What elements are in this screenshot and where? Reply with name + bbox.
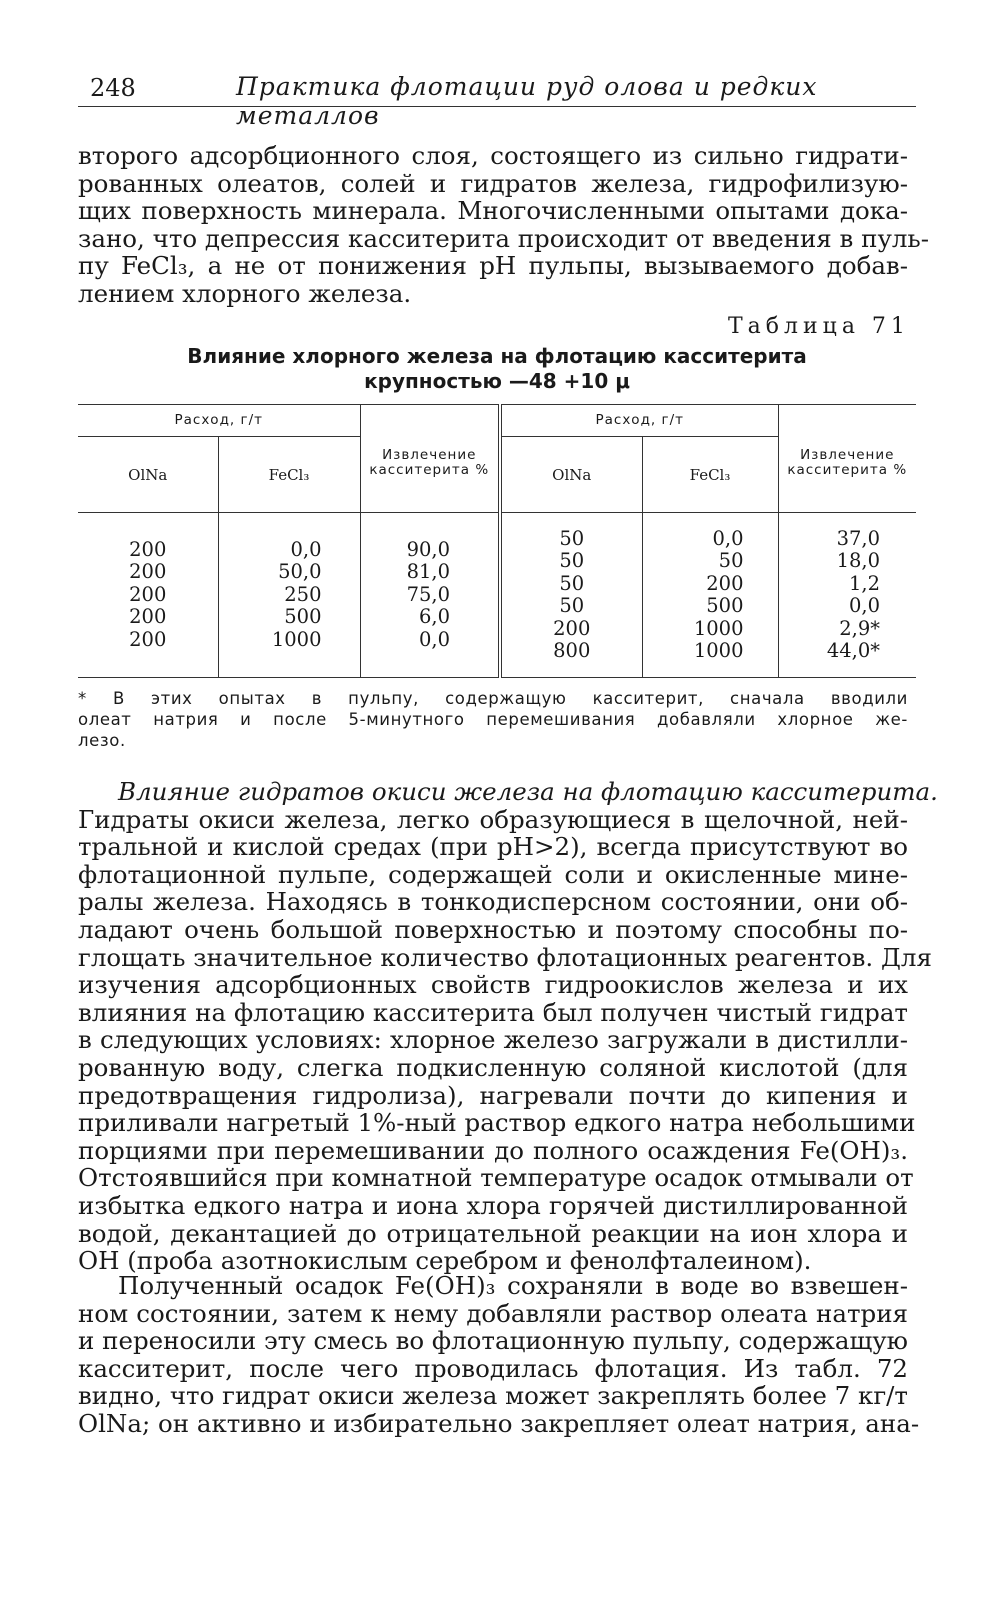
text-line: OH (проба азотнокислым серебром и фенолфталеином). <box>78 1246 812 1276</box>
header-fecl3-left: FeCl₃ <box>218 437 360 513</box>
column-extraction-right <box>778 513 916 678</box>
text-line: рованных олеатов, солей и гидратов железа, гидрофилизую- <box>78 168 908 198</box>
table-cell: 200 <box>129 627 167 651</box>
table-caption-line: Влияние хлорного железа на флотацию касситерита <box>187 344 807 368</box>
table-cell: 1000 <box>693 639 744 662</box>
paragraph-2 <box>78 777 938 1276</box>
table-cell: 200 <box>129 560 167 584</box>
paragraph-3 <box>78 1271 920 1438</box>
table-cell: 50 <box>559 594 585 617</box>
table-cell: 200 <box>129 582 167 606</box>
text-line: второго адсорбционного слоя, состоящего из сильно гидрати- <box>78 141 908 170</box>
text-line: пу FeCl₃, а не от понижения pH пульпы, вызываемого добав- <box>78 251 908 281</box>
text-line: щих поверхность минерала. Многочисленными опытами дока- <box>78 196 908 226</box>
header-consumption-left: Расход, г/т <box>78 405 360 437</box>
text-line: флотационной пульпе, содержащей соли и окисленные мине- <box>78 859 908 889</box>
text-line: приливали нагретый 1%-ный раствор едкого натра небольшими <box>78 1108 916 1138</box>
text-line: водой, декантацией до отрицательной реакции на ион хлора и <box>78 1218 908 1248</box>
text-line: OlNa; он активно и избирательно закрепляет олеат натрия, ана- <box>78 1408 920 1438</box>
running-title: Практика флотации руд олова и редких металлов <box>236 72 818 130</box>
table-cell: 800 <box>553 639 591 662</box>
table-cell: 0,0 <box>290 537 322 561</box>
text-line: влияния на флотацию касситерита был получен чистый гидрат <box>78 997 908 1027</box>
header-consumption-right: Расход, г/т <box>500 405 778 437</box>
table-cell: 6,0 <box>418 605 450 629</box>
column-fecl3-left <box>218 513 360 678</box>
table-cell: 500 <box>706 594 744 617</box>
text-line: рованную воду, слегка подкисленную соляной кислотой (для <box>78 1052 908 1082</box>
text-line: тральной и кислой средах (при pH>2), всегда присутствуют во <box>78 832 908 862</box>
table-cell: 81,0 <box>406 560 450 584</box>
table-cell: 500 <box>284 605 322 629</box>
table-cell: 0,0 <box>848 594 880 617</box>
table-caption <box>78 344 916 394</box>
section-title: Влияние гидратов окиси железа на флотацию касситерита. <box>118 777 938 806</box>
text-line: изучения адсорбционных свойств гидроокислов железа и их <box>78 970 908 1000</box>
text-line: предотвращения гидролиза), нагревали почти до кипения и <box>78 1080 908 1110</box>
header-extraction-left: Извлечение касситерита % <box>360 405 500 513</box>
column-fecl3-right <box>642 513 778 678</box>
text-line: глощать значительное количество флотационных реагентов. Для <box>78 942 932 972</box>
table-cell: 200 <box>129 605 167 629</box>
page-number: 248 <box>90 74 136 102</box>
header-olna-right: OlNa <box>500 437 642 513</box>
text-line: лением хлорного железа. <box>78 278 412 308</box>
text-line: Полученный осадок Fe(OH)₃ сохраняли в воде во взвешен- <box>118 1271 908 1300</box>
paragraph-1 <box>78 141 930 308</box>
header-olna-left: OlNa <box>78 437 218 513</box>
header-rule <box>78 106 916 107</box>
table-cell: 200 <box>553 616 591 640</box>
column-olna-left <box>78 513 218 678</box>
table-caption-line: крупностью —48 +10 μ <box>364 369 630 393</box>
header-fecl3-right: FeCl₃ <box>642 437 778 513</box>
text-line: и переносили эту смесь во флотационную пульпу, содержащую <box>78 1326 908 1356</box>
table-cell: 90,0 <box>406 537 450 561</box>
table-cell: 200 <box>129 537 167 561</box>
footnote-line: лезо. <box>78 731 126 750</box>
table-cell: 0,0 <box>418 627 450 651</box>
text-line: избытка едкого натра и иона хлора горячей дистиллированной <box>78 1190 908 1220</box>
table-cell: 0,0 <box>712 526 744 550</box>
table-cell: 50 <box>559 571 585 595</box>
text-line: в следующих условиях: хлорное железо загружали в дистилли- <box>78 1025 908 1055</box>
table-cell: 50 <box>559 549 585 572</box>
table-cell: 18,0 <box>836 549 880 572</box>
table-cell: 50 <box>718 549 744 572</box>
table-cell: 200 <box>706 571 744 595</box>
table-cell: 1000 <box>693 616 744 640</box>
table-cell: 75,0 <box>406 582 450 606</box>
text-line: порциями при перемешивании до полного осаждения Fe(OH)₃. <box>78 1135 908 1165</box>
table-cell: 250 <box>284 582 322 606</box>
table-cell: 1000 <box>271 627 322 651</box>
header-extraction-right: Извлечение касситерита % <box>787 446 908 478</box>
text-line: видно, что гидрат окиси железа может закреплять более 7 кг/т <box>78 1381 908 1411</box>
text-line: ралы железа. Находясь в тонкодисперсном состоянии, они об- <box>78 887 908 917</box>
footnote-line: олеат натрия и после 5-минутного перемешивания добавляли хлорное же- <box>78 710 908 729</box>
column-extraction-left <box>360 513 500 678</box>
table-footnote <box>78 688 908 751</box>
table-cell: 37,0 <box>836 526 880 550</box>
table-cell: 50,0 <box>278 560 322 584</box>
table-number: Таблица 71 <box>728 314 910 339</box>
page-header <box>78 68 916 130</box>
text-line: зано, что депрессия касситерита происходит от введения в пуль- <box>78 223 930 253</box>
table-cell: 50 <box>559 526 585 550</box>
column-olna-right <box>500 513 642 678</box>
footnote-line: * В этих опытах в пульпу, содержащую касситерит, сначала вводили <box>78 689 908 708</box>
table-cell: 1,2 <box>848 571 880 595</box>
table-cell: 44,0* <box>826 639 880 662</box>
text-line: Гидраты окиси железа, легко образующиеся в щелочной, ней- <box>78 804 908 834</box>
text-line: Отстоявшийся при комнатной температуре осадок отмывали от <box>78 1163 914 1193</box>
text-line: ладают очень большой поверхностью и поэтому способны по- <box>78 914 908 944</box>
table-cell: 2,9* <box>839 616 880 640</box>
text-line: касситерит, после чего проводилась флотация. Из табл. 72 <box>78 1353 908 1383</box>
data-table <box>78 404 916 678</box>
text-line: ном состоянии, затем к нему добавляли раствор олеата натрия <box>78 1298 908 1328</box>
